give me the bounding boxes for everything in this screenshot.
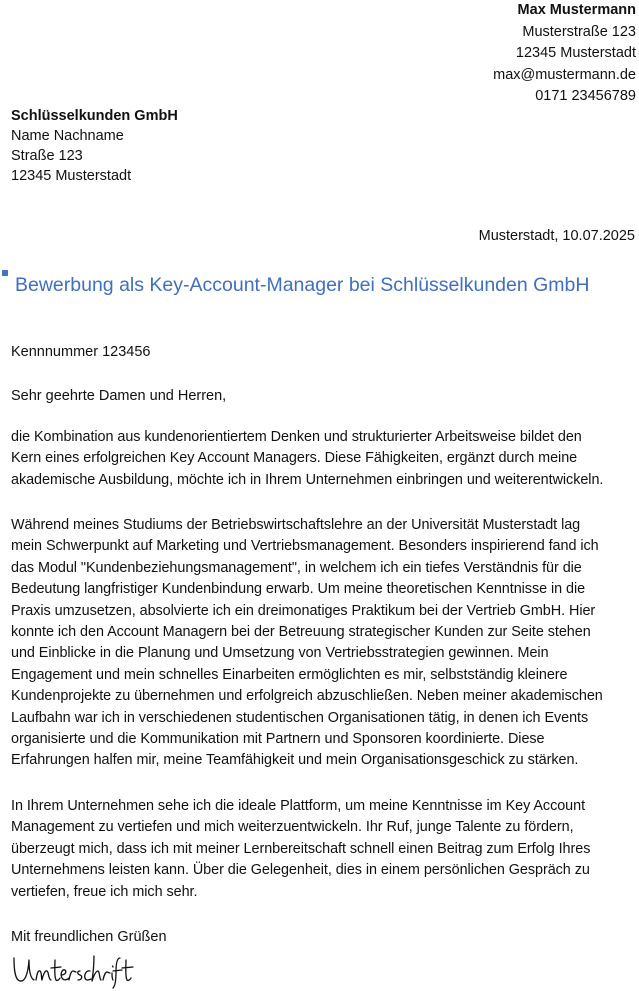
paragraph-line: In Ihrem Unternehmen sehe ich die ideale Plattform, um meine Kenntnisse im Key Account	[11, 798, 586, 814]
body-paragraph-2	[11, 515, 639, 772]
letter-date: Musterstadt, 10.07.2025	[478, 228, 635, 244]
sender-city: 12345 Musterstadt	[515, 45, 636, 61]
recipient-company: Schlüsselkunden GmbH	[11, 108, 178, 124]
paragraph-line: Praxis umzusetzen, absolvierte ich ein dreimonatiges Praktikum bei der Vertrieb GmbH. Hier	[11, 602, 596, 619]
sender-address-block	[493, 0, 636, 108]
paragraph-line: Kern eines erfolgreichen Key Account Managers. Diese Fähigkeiten, ergänzt durch meine	[11, 450, 578, 467]
paragraph-line: Während meines Studiums der Betriebswirtschaftslehre an der Universität Musterstadt lag	[11, 517, 581, 533]
paragraph-line: Erfahrungen halfen mir, meine Teamfähigkeit und mein Organisationsgeschick zu stärken.	[11, 752, 579, 769]
paragraph-line: das Modul "Kundenbeziehungsmanagement", in welchem ich ein tiefes Verständnis für die	[11, 559, 582, 576]
reference-number: Kennnummer 123456	[11, 344, 151, 360]
handwritten-signature	[10, 950, 135, 990]
paragraph-line: konnte ich den Account Managern bei der Betreuung strategischer Kunden zur Seite stehen	[11, 624, 591, 641]
sender-name: Max Mustermann	[517, 2, 636, 18]
paragraph-line: Kundenprojekte zu übernehmen und erfolgreich abzuschließen. Neben meiner akademischen	[11, 688, 603, 705]
salutation: Sehr geehrte Damen und Herren,	[11, 388, 227, 404]
recipient-contact: Name Nachname	[11, 128, 124, 144]
body-paragraph-1	[11, 427, 639, 491]
paragraph-line: die Kombination aus kundenorientiertem Denken und strukturierter Arbeitsweise bildet den	[11, 429, 582, 445]
body-paragraph-3	[11, 796, 639, 903]
sender-email: max@mustermann.de	[493, 66, 636, 83]
sender-street: Musterstraße 123	[522, 23, 636, 40]
recipient-address-block	[11, 106, 178, 186]
paragraph-line: organisierte und die Kommunikation mit Partnern und Sponsoren koordinierte. Diese	[11, 731, 545, 748]
paragraph-line: Bedeutung langfristiger Kundenbindung erwarb. Um meine theoretischen Kenntnisse in die	[11, 581, 586, 598]
recipient-street: Straße 123	[11, 148, 83, 164]
paragraph-line: überzeugt mich, dass ich mit meiner Lernbereitschaft schnell einen Beitrag zum Erfolg Ihres	[11, 840, 591, 857]
recipient-city: 12345 Musterstadt	[11, 168, 132, 184]
paragraph-line: Laufbahn war ich in verschiedenen studentischen Organisationen tätig, in denen ich Events	[11, 709, 589, 726]
sender-phone: 0171 23456789	[535, 88, 636, 104]
paragraph-line: und Einblicke in die Planung und Umsetzung von Vertriebsstrategien gewinnen. Mein	[11, 645, 549, 662]
paragraph-line: akademische Ausbildung, möchte ich in Ihrem Unternehmen einbringen und weiterentwickeln.	[11, 471, 604, 488]
paragraph-line: Engagement und mein schnelles Einarbeiten ermöglichten es mir, selbstständig kleinere	[11, 666, 568, 683]
paragraph-line: Management zu vertiefen und mich weiterzuentwickeln. Ihr Ruf, junge Talente zu fördern,	[11, 819, 574, 836]
paragraph-line: Unternehmens leisten kann. Über die Gelegenheit, dies in einem persönlichen Gespräch zu	[11, 862, 590, 879]
closing-phrase: Mit freundlichen Grüßen	[11, 929, 167, 945]
letter-subject: Bewerbung als Key-Account-Manager bei Schlüsselkunden GmbH	[15, 274, 590, 296]
paragraph-line: mein Schwerpunkt auf Marketing und Vertriebsmanagement. Besonders inspirierend fand ich	[11, 538, 599, 555]
paragraph-line: vertiefen, freue ich mich sehr.	[11, 883, 198, 900]
